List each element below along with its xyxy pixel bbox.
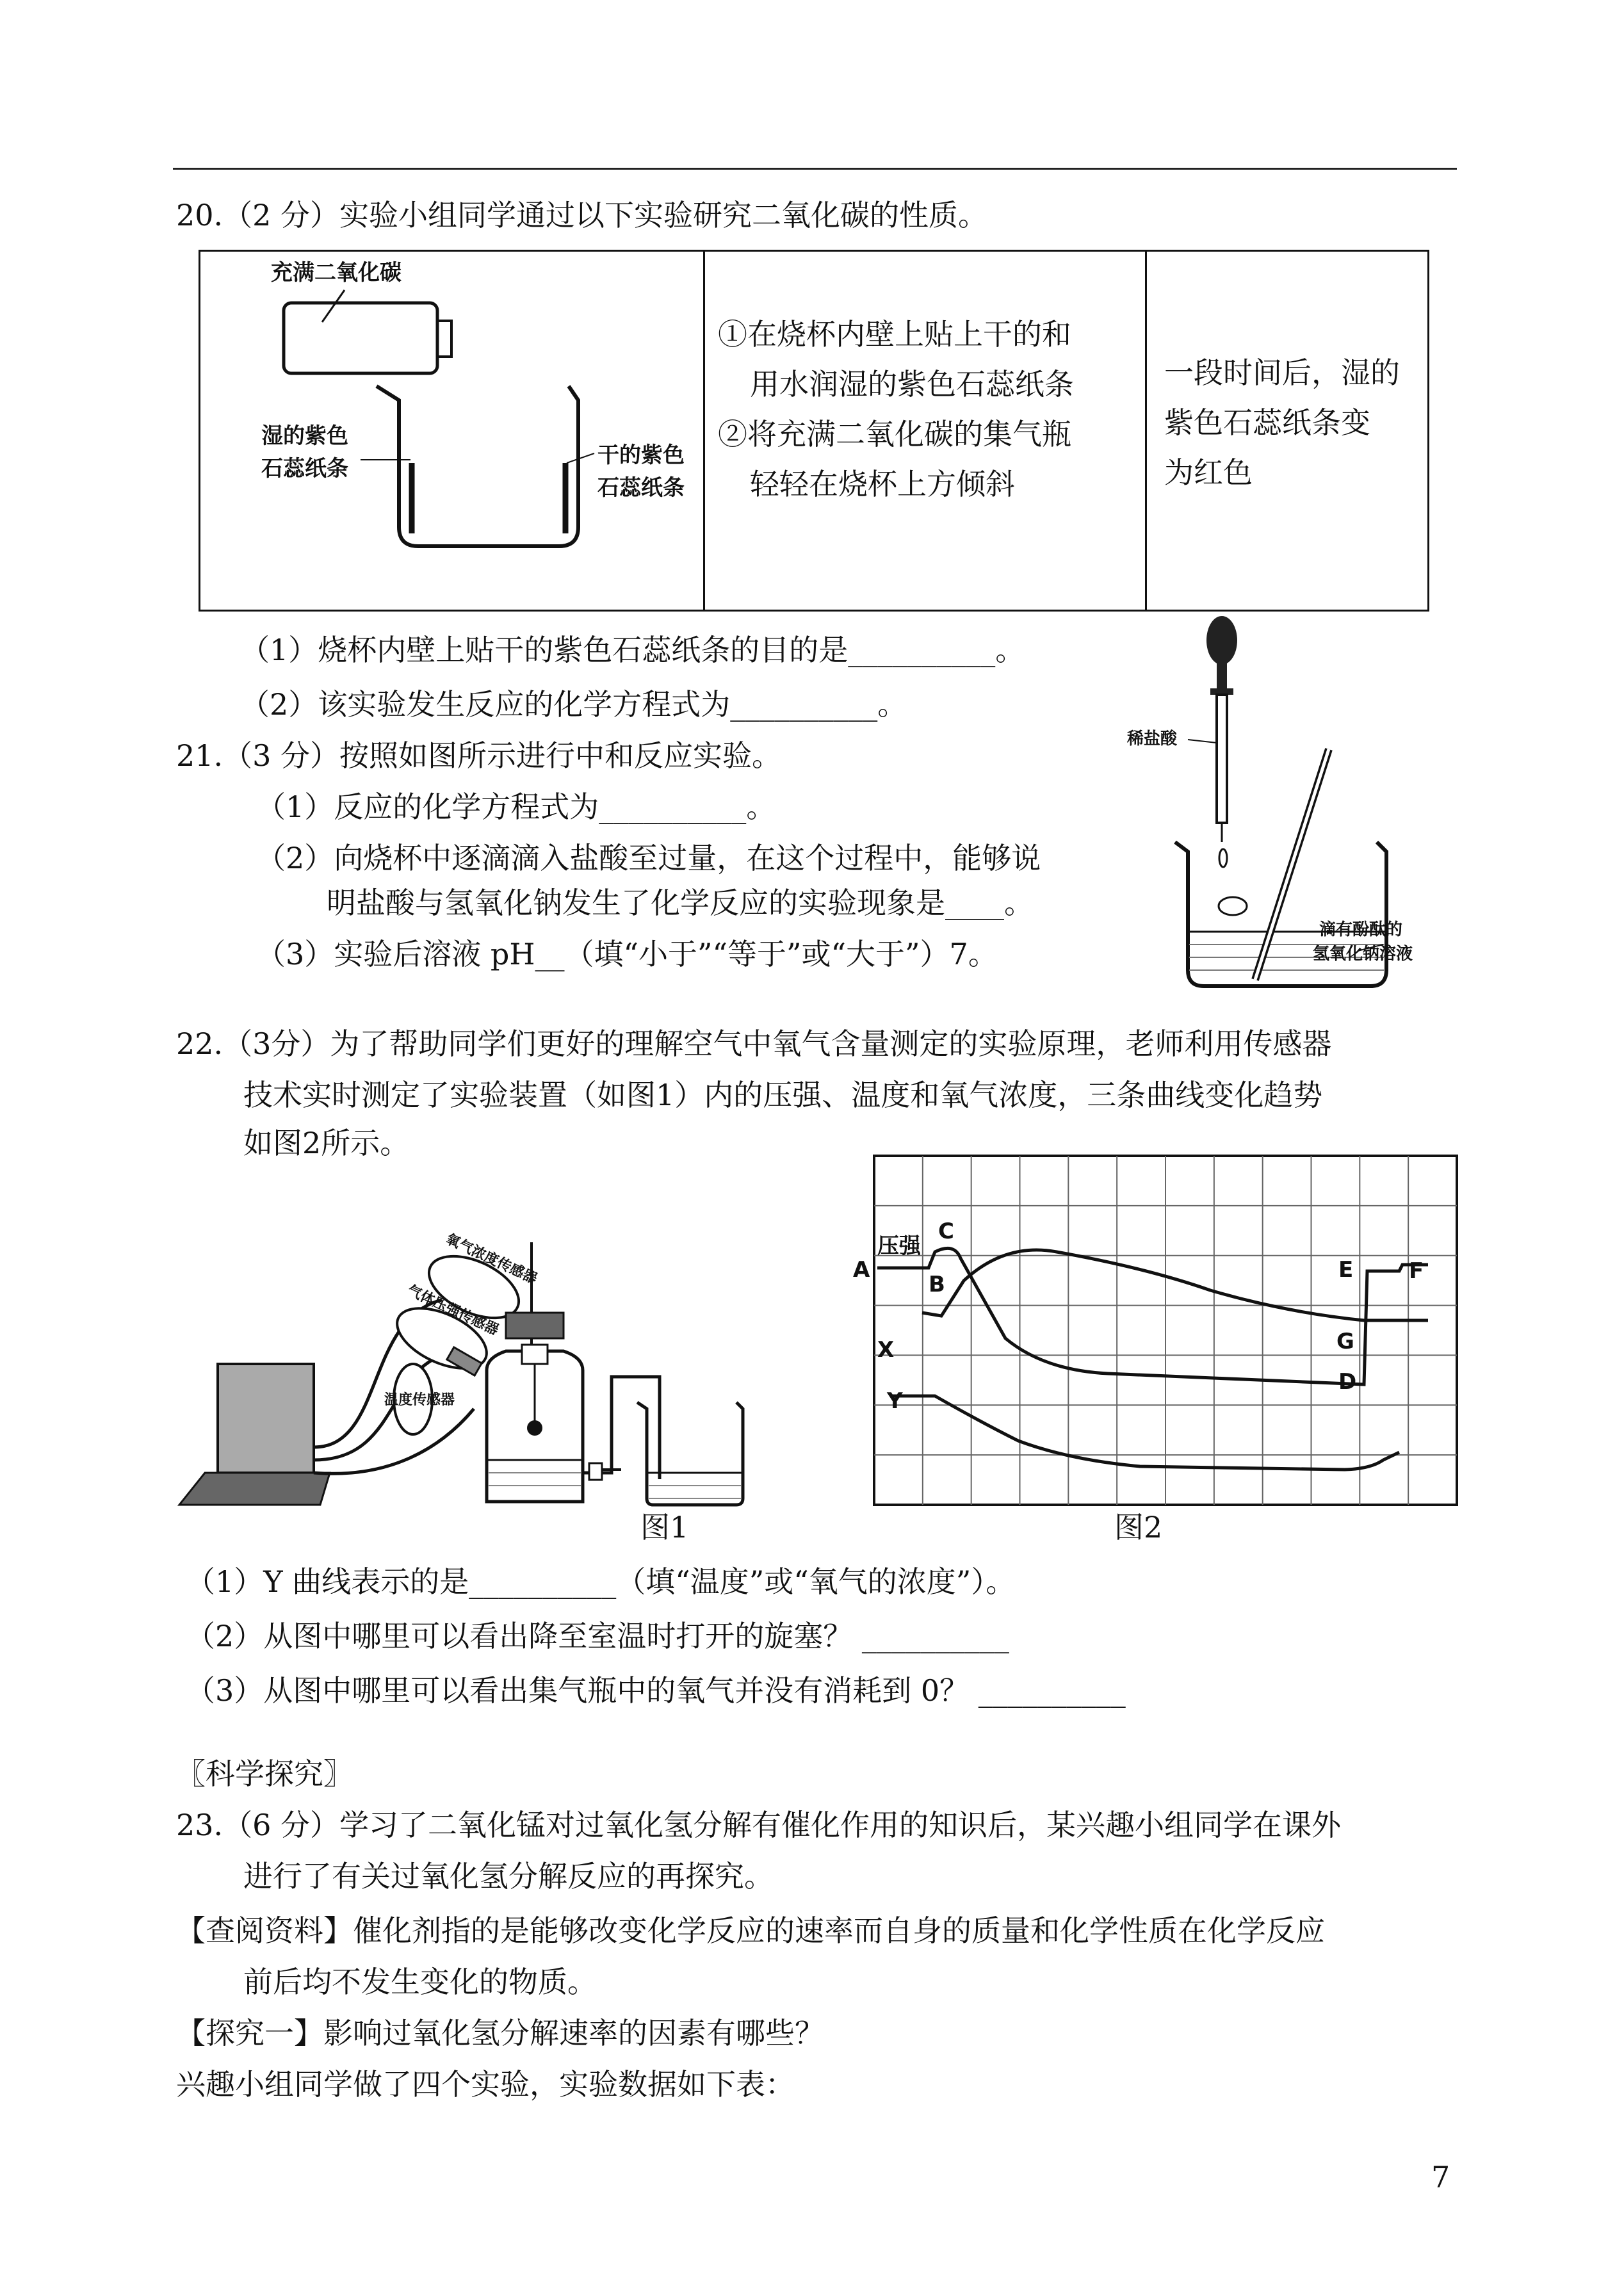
dry-strip-label-1: 干的紫色: [597, 442, 685, 468]
label-X: X: [877, 1337, 895, 1363]
oxygen-sensor-label: 氧气浓度传感器: [443, 1231, 540, 1288]
fig1-caption: 图1: [640, 1510, 689, 1545]
table-divider: [1145, 252, 1147, 610]
q21-sub1: （1）反应的化学方程式为__________。: [256, 790, 776, 824]
q22-figure2: [852, 1153, 1466, 1511]
q21-sub2a: （2）向烧杯中逐滴滴入盐酸至过量，在这个过程中，能够说: [256, 841, 1041, 875]
q22-figure1: [173, 1217, 800, 1524]
dry-strip-label-2: 石蕊纸条: [597, 475, 685, 501]
point-D: D: [1338, 1369, 1357, 1395]
q22-sub1: （1）Y 曲线表示的是__________（填“温度”或“氧气的浓度”）。: [186, 1564, 1016, 1599]
q23-title-a: 23.（6 分）学习了二氧化锰对过氧化氢分解有催化作用的知识后，某兴趣小组同学在课外: [176, 1808, 1342, 1842]
q22-title-c: 如图2所示。: [243, 1126, 410, 1160]
solution-label-1: 滴有酚酞的: [1319, 920, 1403, 939]
step-line: ①在烧杯内壁上贴上干的和: [718, 317, 1071, 352]
acid-label: 稀盐酸: [1127, 729, 1178, 749]
q23-explore-line: [176, 2014, 824, 2052]
q20-figure: [200, 252, 703, 610]
q21-title: 21.（3 分）按照如图所示进行中和反应实验。: [176, 738, 782, 773]
q20-sub2: （2）该实验发生反应的化学方程式为__________。: [240, 687, 907, 722]
section-heading: 〖科学探究〗: [176, 1756, 353, 1791]
explore-text: 影响过氧化氢分解速率的因素有哪些？: [323, 2016, 824, 2050]
page-number: 7: [1431, 2160, 1450, 2194]
q22-title-b: 技术实时测定了实验装置（如图1）内的压强、温度和氧气浓度，三条曲线变化趋势: [243, 1078, 1323, 1112]
pressure-label: 压强: [877, 1233, 921, 1259]
result-line: 为红色: [1164, 455, 1253, 490]
result-line: 一段时间后，湿的: [1164, 355, 1400, 390]
q23-ref-line: [176, 1911, 1325, 1950]
ref-text: 催化剂指的是能够改变化学反应的速率而自身的质量和化学性质在化学反应: [353, 1913, 1325, 1948]
q23-last-line: 兴趣小组同学做了四个实验，实验数据如下表：: [176, 2067, 795, 2102]
q22-sub2: （2）从图中哪里可以看出降至室温时打开的旋塞？ __________: [186, 1619, 1009, 1653]
q20-table: [199, 250, 1429, 612]
explore-label: 【探究一】: [176, 2016, 323, 2050]
bottle-label: 充满二氧化碳: [271, 260, 402, 286]
step-line: ②将充满二氧化碳的集气瓶: [718, 417, 1071, 451]
step-line: 用水润湿的紫色石蕊纸条: [750, 367, 1074, 401]
q23-title-b: 进行了有关过氧化氢分解反应的再探究。: [243, 1859, 774, 1894]
point-A: A: [853, 1257, 870, 1283]
point-F: F: [1409, 1258, 1424, 1284]
q21-sub2b: 明盐酸与氢氧化钠发生了化学反应的实验现象是____。: [327, 886, 1034, 920]
wet-strip-label-1: 湿的紫色: [261, 423, 348, 449]
label-Y: Y: [887, 1388, 903, 1414]
point-C: C: [938, 1219, 954, 1244]
point-E: E: [1338, 1257, 1354, 1283]
q22-sub3: （3）从图中哪里可以看出集气瓶中的氧气并没有消耗到 0？ __________: [186, 1673, 1126, 1708]
fig2-caption: 图2: [1114, 1510, 1163, 1545]
q23-ref-b: 前后均不发生变化的物质。: [243, 1965, 597, 1999]
result-line: 紫色石蕊纸条变: [1164, 405, 1370, 440]
sensor-curves-chart: [852, 1153, 1466, 1511]
q20-steps: [718, 309, 1074, 509]
header-rule: [173, 168, 1457, 170]
solution-label-2: 氢氧化钠溶液: [1313, 945, 1413, 964]
point-G: G: [1336, 1329, 1354, 1354]
step-line: 轻轻在烧杯上方倾斜: [750, 467, 1015, 501]
temperature-sensor-label: 温度传感器: [384, 1392, 455, 1408]
q22-title-a: 22.（3分）为了帮助同学们更好的理解空气中氧气含量测定的实验原理，老师利用传感器: [176, 1026, 1332, 1061]
q20-title: 20.（2 分）实验小组同学通过以下实验研究二氧化碳的性质。: [176, 198, 988, 232]
q20-sub1: （1）烧杯内壁上贴干的紫色石蕊纸条的目的是__________。: [240, 633, 1025, 667]
pressure-sensor-label: 气体压强传感器: [405, 1282, 501, 1339]
ref-label: 【查阅资料】: [176, 1913, 353, 1948]
wet-strip-label-2: 石蕊纸条: [261, 456, 348, 482]
q21-sub3: （3）实验后溶液 pH__（填“小于”“等于”或“大于”）7。: [256, 937, 998, 971]
q21-figure: [1127, 612, 1447, 996]
point-B: B: [929, 1272, 945, 1297]
table-divider: [703, 252, 705, 610]
q20-result: [1164, 348, 1400, 498]
